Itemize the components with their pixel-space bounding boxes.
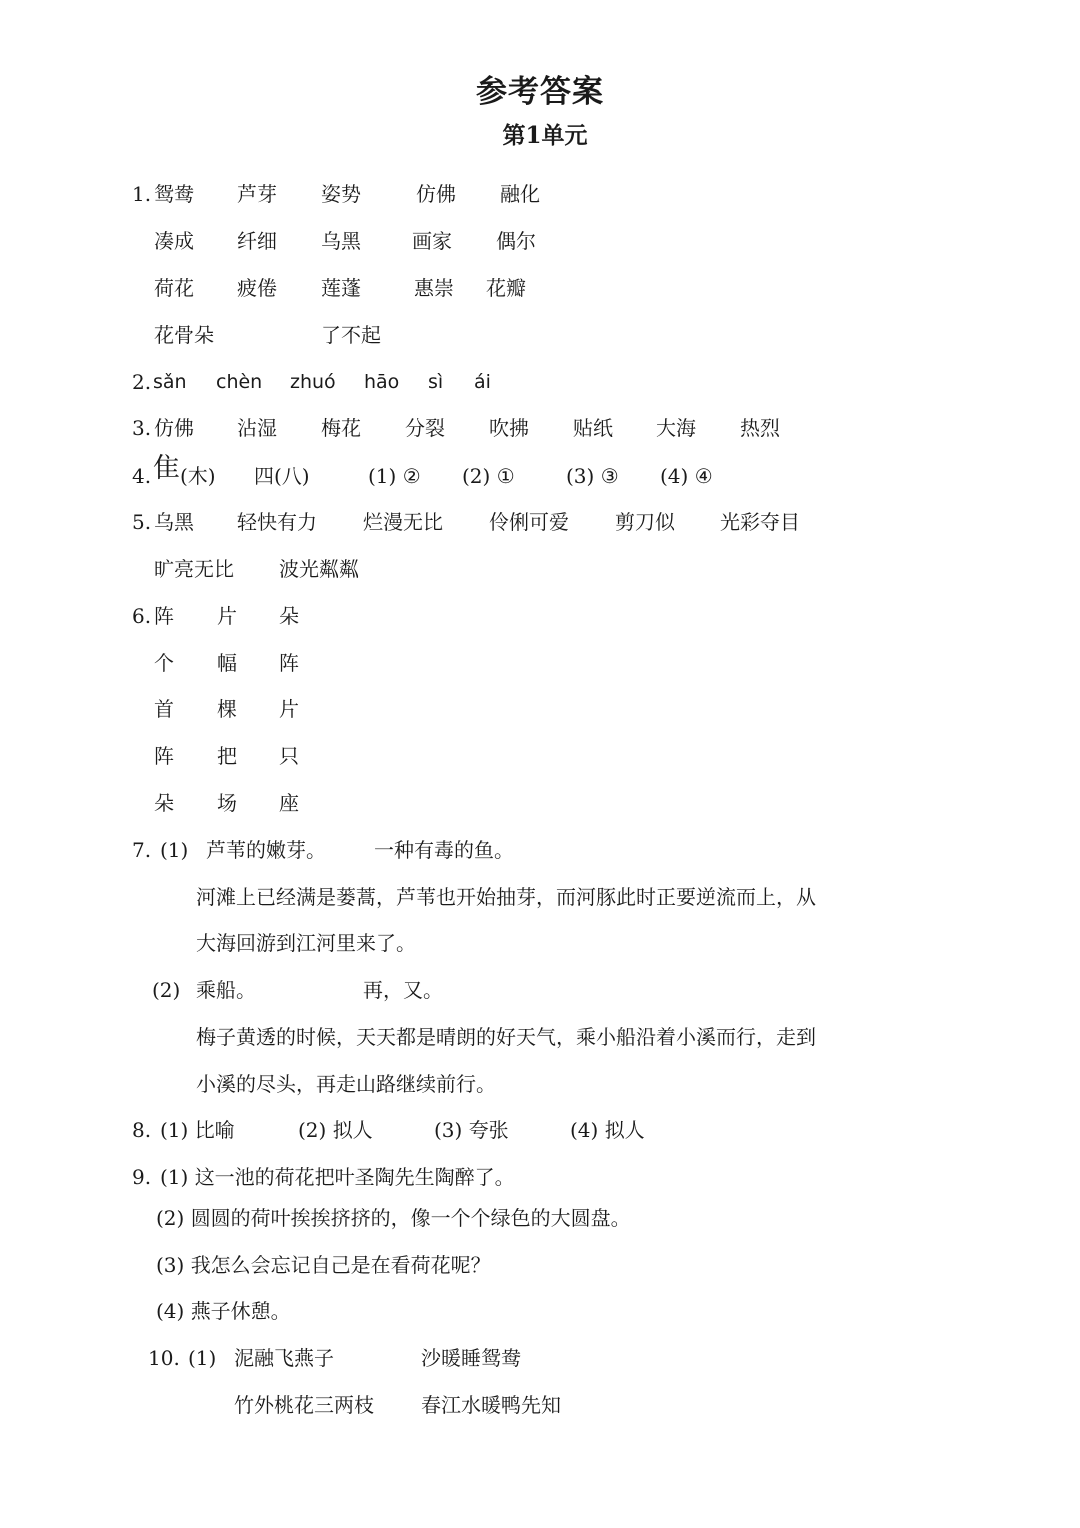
q1-word: 画家 — [412, 229, 452, 253]
q10-part-label: (1) — [188, 1346, 217, 1370]
q10-poem-line: 春江水暖鸭先知 — [421, 1393, 561, 1417]
q5-word: 轻快有力 — [237, 510, 317, 534]
q3-word: 仿佛 — [154, 416, 194, 440]
q2-number: 2. — [132, 370, 152, 394]
q6-word: 棵 — [217, 697, 237, 721]
q4-stroke: 四(八) — [254, 464, 310, 488]
q3-word: 分裂 — [405, 416, 445, 440]
q9-answer: (2) 圆圆的荷叶挨挨挤挤的，像一个个绿色的大圆盘。 — [156, 1206, 631, 1230]
q3-word: 梅花 — [321, 416, 361, 440]
q6-word: 首 — [154, 697, 174, 721]
q4-number: 4. — [132, 464, 152, 488]
q5-word: 波光粼粼 — [279, 557, 359, 581]
q7-answer: 乘船。 — [196, 978, 256, 1002]
q1-word: 荷花 — [154, 276, 194, 300]
q1-word: 了不起 — [321, 323, 381, 347]
q7-explanation: 梅子黄透的时候，天天都是晴朗的好天气，乘小船沿着小溪而行，走到 — [196, 1025, 816, 1049]
q10-poem-line: 竹外桃花三两枝 — [234, 1393, 374, 1417]
q6-word: 阵 — [154, 744, 174, 768]
q4-answer: (4) ④ — [660, 464, 713, 488]
q1-word: 凑成 — [154, 229, 194, 253]
q6-word: 幅 — [217, 651, 237, 675]
page-title: 参考答案 — [476, 74, 604, 110]
q6-word: 只 — [279, 744, 299, 768]
q10-poem-line: 泥融飞燕子 — [234, 1346, 334, 1370]
q10-poem-line: 沙暖睡鸳鸯 — [421, 1346, 521, 1370]
q3-number: 3. — [132, 416, 152, 440]
q7-answer: 芦苇的嫩芽。 — [206, 838, 326, 862]
q1-word: 偶尔 — [496, 229, 536, 253]
q3-word: 沾湿 — [237, 416, 277, 440]
q7-explanation: 大海回游到江河里来了。 — [196, 931, 416, 955]
q4-radical-note: (木) — [180, 464, 216, 488]
q7-explanation: 小溪的尽头，再走山路继续前行。 — [196, 1072, 496, 1096]
q1-word: 花骨朵 — [154, 323, 214, 347]
q6-word: 座 — [279, 791, 299, 815]
q6-word: 阵 — [154, 604, 174, 628]
q2-pinyin: zhuó — [290, 371, 336, 393]
q6-word: 朵 — [154, 791, 174, 815]
q1-word: 疲倦 — [237, 276, 277, 300]
q1-word: 仿佛 — [416, 182, 456, 206]
q7-part-label: (2) — [152, 978, 181, 1002]
q6-word: 个 — [154, 651, 174, 675]
q3-word: 贴纸 — [573, 416, 613, 440]
q1-word: 姿势 — [321, 182, 361, 206]
q7-part-label: (1) — [160, 838, 189, 862]
q5-number: 5. — [132, 510, 152, 534]
page-subtitle: 第1单元 — [502, 122, 588, 149]
q8-answer: (1) 比喻 — [160, 1118, 235, 1142]
q1-word: 芦芽 — [237, 182, 277, 206]
q3-word: 热烈 — [740, 416, 780, 440]
q7-number: 7. — [132, 838, 152, 862]
q4-answer: (1) ② — [368, 464, 421, 488]
q6-word: 场 — [217, 791, 237, 815]
q4-answer: (2) ① — [462, 464, 515, 488]
q1-word: 鸳鸯 — [154, 182, 194, 206]
q6-word: 朵 — [279, 604, 299, 628]
q2-pinyin: hāo — [364, 371, 400, 393]
q4-radical: 隹 — [153, 453, 180, 484]
q9-answer: (4) 燕子休憩。 — [156, 1299, 291, 1323]
q8-answer: (2) 拟人 — [298, 1118, 373, 1142]
q10-number: 10. — [148, 1346, 180, 1370]
q5-word: 伶俐可爱 — [489, 510, 569, 534]
q1-word: 纤细 — [237, 229, 277, 253]
q5-word: 光彩夺目 — [720, 510, 800, 534]
q2-pinyin: ái — [474, 371, 491, 393]
q1-number: 1. — [132, 182, 152, 206]
q9-answer: (3) 我怎么会忘记自己是在看荷花呢？ — [156, 1253, 491, 1277]
q3-word: 吹拂 — [489, 416, 529, 440]
q1-word: 惠崇 — [414, 276, 454, 300]
q1-word: 乌黑 — [321, 229, 361, 253]
q3-word: 大海 — [656, 416, 696, 440]
q7-answer: 一种有毒的鱼。 — [374, 838, 514, 862]
q8-number: 8. — [132, 1118, 152, 1142]
q6-word: 把 — [217, 744, 237, 768]
q5-word: 旷亮无比 — [154, 557, 234, 581]
q2-pinyin: chèn — [216, 371, 263, 393]
q7-answer: 再，又。 — [363, 978, 443, 1002]
q9-number: 9. — [132, 1165, 152, 1189]
q1-word: 花瓣 — [486, 276, 526, 300]
q4-answer: (3) ③ — [566, 464, 619, 488]
q9-answer: (1) 这一池的荷花把叶圣陶先生陶醉了。 — [160, 1165, 515, 1189]
q5-word: 烂漫无比 — [363, 510, 443, 534]
q8-answer: (3) 夸张 — [434, 1118, 509, 1142]
q6-word: 片 — [217, 604, 237, 628]
q1-word: 融化 — [500, 182, 540, 206]
q5-word: 剪刀似 — [615, 510, 675, 534]
q6-word: 片 — [279, 697, 299, 721]
q2-pinyin: sǎn — [153, 371, 187, 393]
q6-number: 6. — [132, 604, 152, 628]
q2-pinyin: sì — [428, 371, 444, 393]
q5-word: 乌黑 — [154, 510, 194, 534]
q7-explanation: 河滩上已经满是蒌蒿，芦苇也开始抽芽，而河豚此时正要逆流而上，从 — [196, 885, 816, 909]
q6-word: 阵 — [279, 651, 299, 675]
q1-word: 莲蓬 — [321, 276, 361, 300]
q8-answer: (4) 拟人 — [570, 1118, 645, 1142]
